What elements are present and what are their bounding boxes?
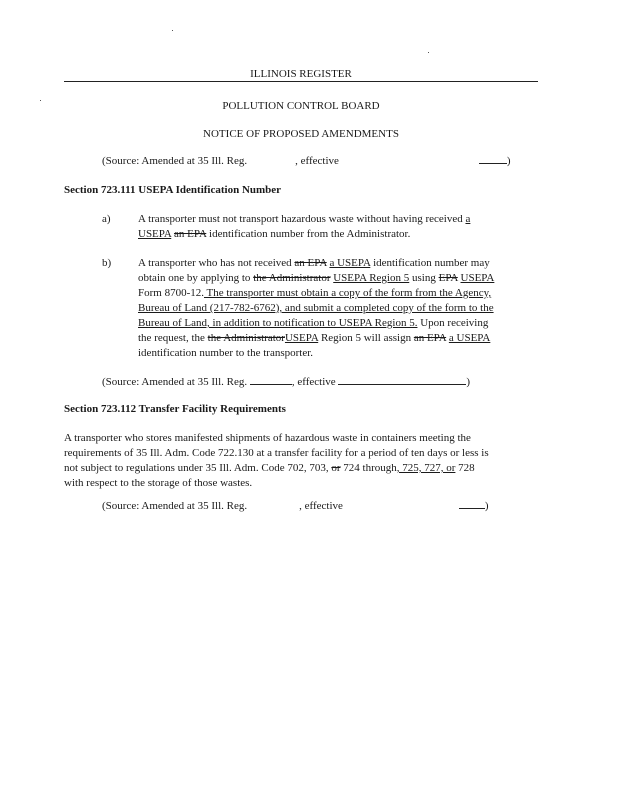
text-run: obtain one by applying to (138, 272, 254, 284)
subsection-b-line-6 (138, 331, 490, 346)
source-effective: , effective (291, 376, 339, 388)
subsection-b-line-2 (138, 271, 494, 286)
subsection-b-label: b) (102, 257, 112, 269)
board-title: POLLUTION CONTROL BOARD (222, 100, 380, 112)
deleted-text: an EPA (413, 332, 447, 344)
section-112-line-3 (64, 461, 475, 476)
subsection-a-label: a) (102, 213, 111, 225)
source-prefix: (Source: Amended at 35 Ill. Reg. (102, 500, 248, 512)
blank-reg (247, 154, 295, 164)
text-run: A transporter who has not received (138, 257, 295, 269)
inserted-text: The transporter must obtain a copy of the form from the Agency, (204, 287, 492, 299)
inserted-text: USEPA (460, 272, 495, 284)
text-run: Form 8700-12. (138, 287, 204, 299)
blank-effective (339, 154, 479, 164)
text-run: Upon receiving (417, 317, 489, 329)
register-title: ILLINOIS REGISTER (250, 68, 352, 80)
scan-speck (428, 52, 429, 53)
blank-reg (250, 374, 292, 385)
inserted-text: Bureau of Land, in addition to notification to USEPA Region 5. (138, 317, 418, 329)
blank-reg (247, 499, 299, 509)
text-run: A transporter must not transport hazardous waste without having received (138, 213, 466, 225)
inserted-text: USEPA Region 5 (333, 272, 410, 284)
subsection-a-line-1 (138, 212, 470, 227)
notice-title: NOTICE OF PROPOSED AMENDMENTS (203, 128, 399, 140)
text-run: identification number from the Administrator. (206, 228, 411, 240)
text-run: 728 (455, 462, 475, 474)
scan-speck (172, 30, 173, 31)
text-run: identification number may (370, 257, 490, 269)
deleted-text: or (331, 462, 341, 474)
subsection-b-line-5 (138, 316, 488, 331)
text-run: the request, the (138, 332, 208, 344)
text-run: using (409, 272, 439, 284)
blank-effective (343, 499, 459, 509)
inserted-text: USEPA (284, 332, 319, 344)
deleted-text: an EPA (173, 228, 207, 240)
deleted-text: the Administrator (253, 272, 331, 284)
inserted-text: a USEPA (329, 257, 371, 269)
source-line-2 (102, 374, 470, 390)
source-prefix: (Source: Amended at 35 Ill. Reg. (102, 155, 248, 167)
source-prefix: (Source: Amended at 35 Ill. Reg. (102, 376, 250, 388)
inserted-text: Bureau of Land (217-782-6762), and submit a completed copy of the form to the (138, 302, 494, 314)
source-line-1 (102, 153, 511, 169)
section-112-line-2: requirements of 35 Ill. Adm. Code 722.130 at a transfer facility for a period of ten days or less is (64, 447, 489, 459)
source-effective: , effective (295, 155, 339, 167)
subsection-b-line-7: identification number to the transporter. (138, 347, 314, 359)
header-rule (64, 81, 538, 82)
deleted-text: EPA (438, 272, 458, 284)
text-run: not subject to regulations under 35 Ill. Adm. Code 702, 703, (64, 462, 332, 474)
scan-speck (40, 100, 41, 101)
inserted-text: , 725, 727, or (396, 462, 456, 474)
blank-tail (459, 498, 485, 509)
text-run: Region 5 will assign (318, 332, 414, 344)
subsection-b-line-4 (138, 301, 494, 316)
blank-tail (479, 153, 507, 164)
subsection-b-line-3 (138, 286, 491, 301)
inserted-text: a USEPA (448, 332, 491, 344)
deleted-text: the Administrator (207, 332, 285, 344)
source-close: ) (466, 376, 471, 388)
source-close: ) (484, 500, 489, 512)
inserted-text: USEPA (138, 228, 172, 240)
section-112-line-1: A transporter who stores manifested shipments of hazardous waste in containers meeting the (64, 432, 471, 444)
source-effective: , effective (299, 500, 343, 512)
blank-effective (338, 374, 466, 385)
subsection-a-line-2 (138, 227, 410, 242)
text-run: 724 through (340, 462, 397, 474)
source-line-3 (102, 498, 489, 514)
section-723-112-heading: Section 723.112 Transfer Facility Requirements (64, 403, 286, 415)
deleted-text: an EPA (294, 257, 327, 269)
section-112-line-4: with respect to the storage of those wastes. (64, 477, 253, 489)
source-close: ) (506, 155, 511, 167)
subsection-b-line-1 (138, 256, 490, 271)
section-723-111-heading: Section 723.111 USEPA Identification Number (64, 184, 282, 196)
inserted-text: a (465, 213, 471, 225)
